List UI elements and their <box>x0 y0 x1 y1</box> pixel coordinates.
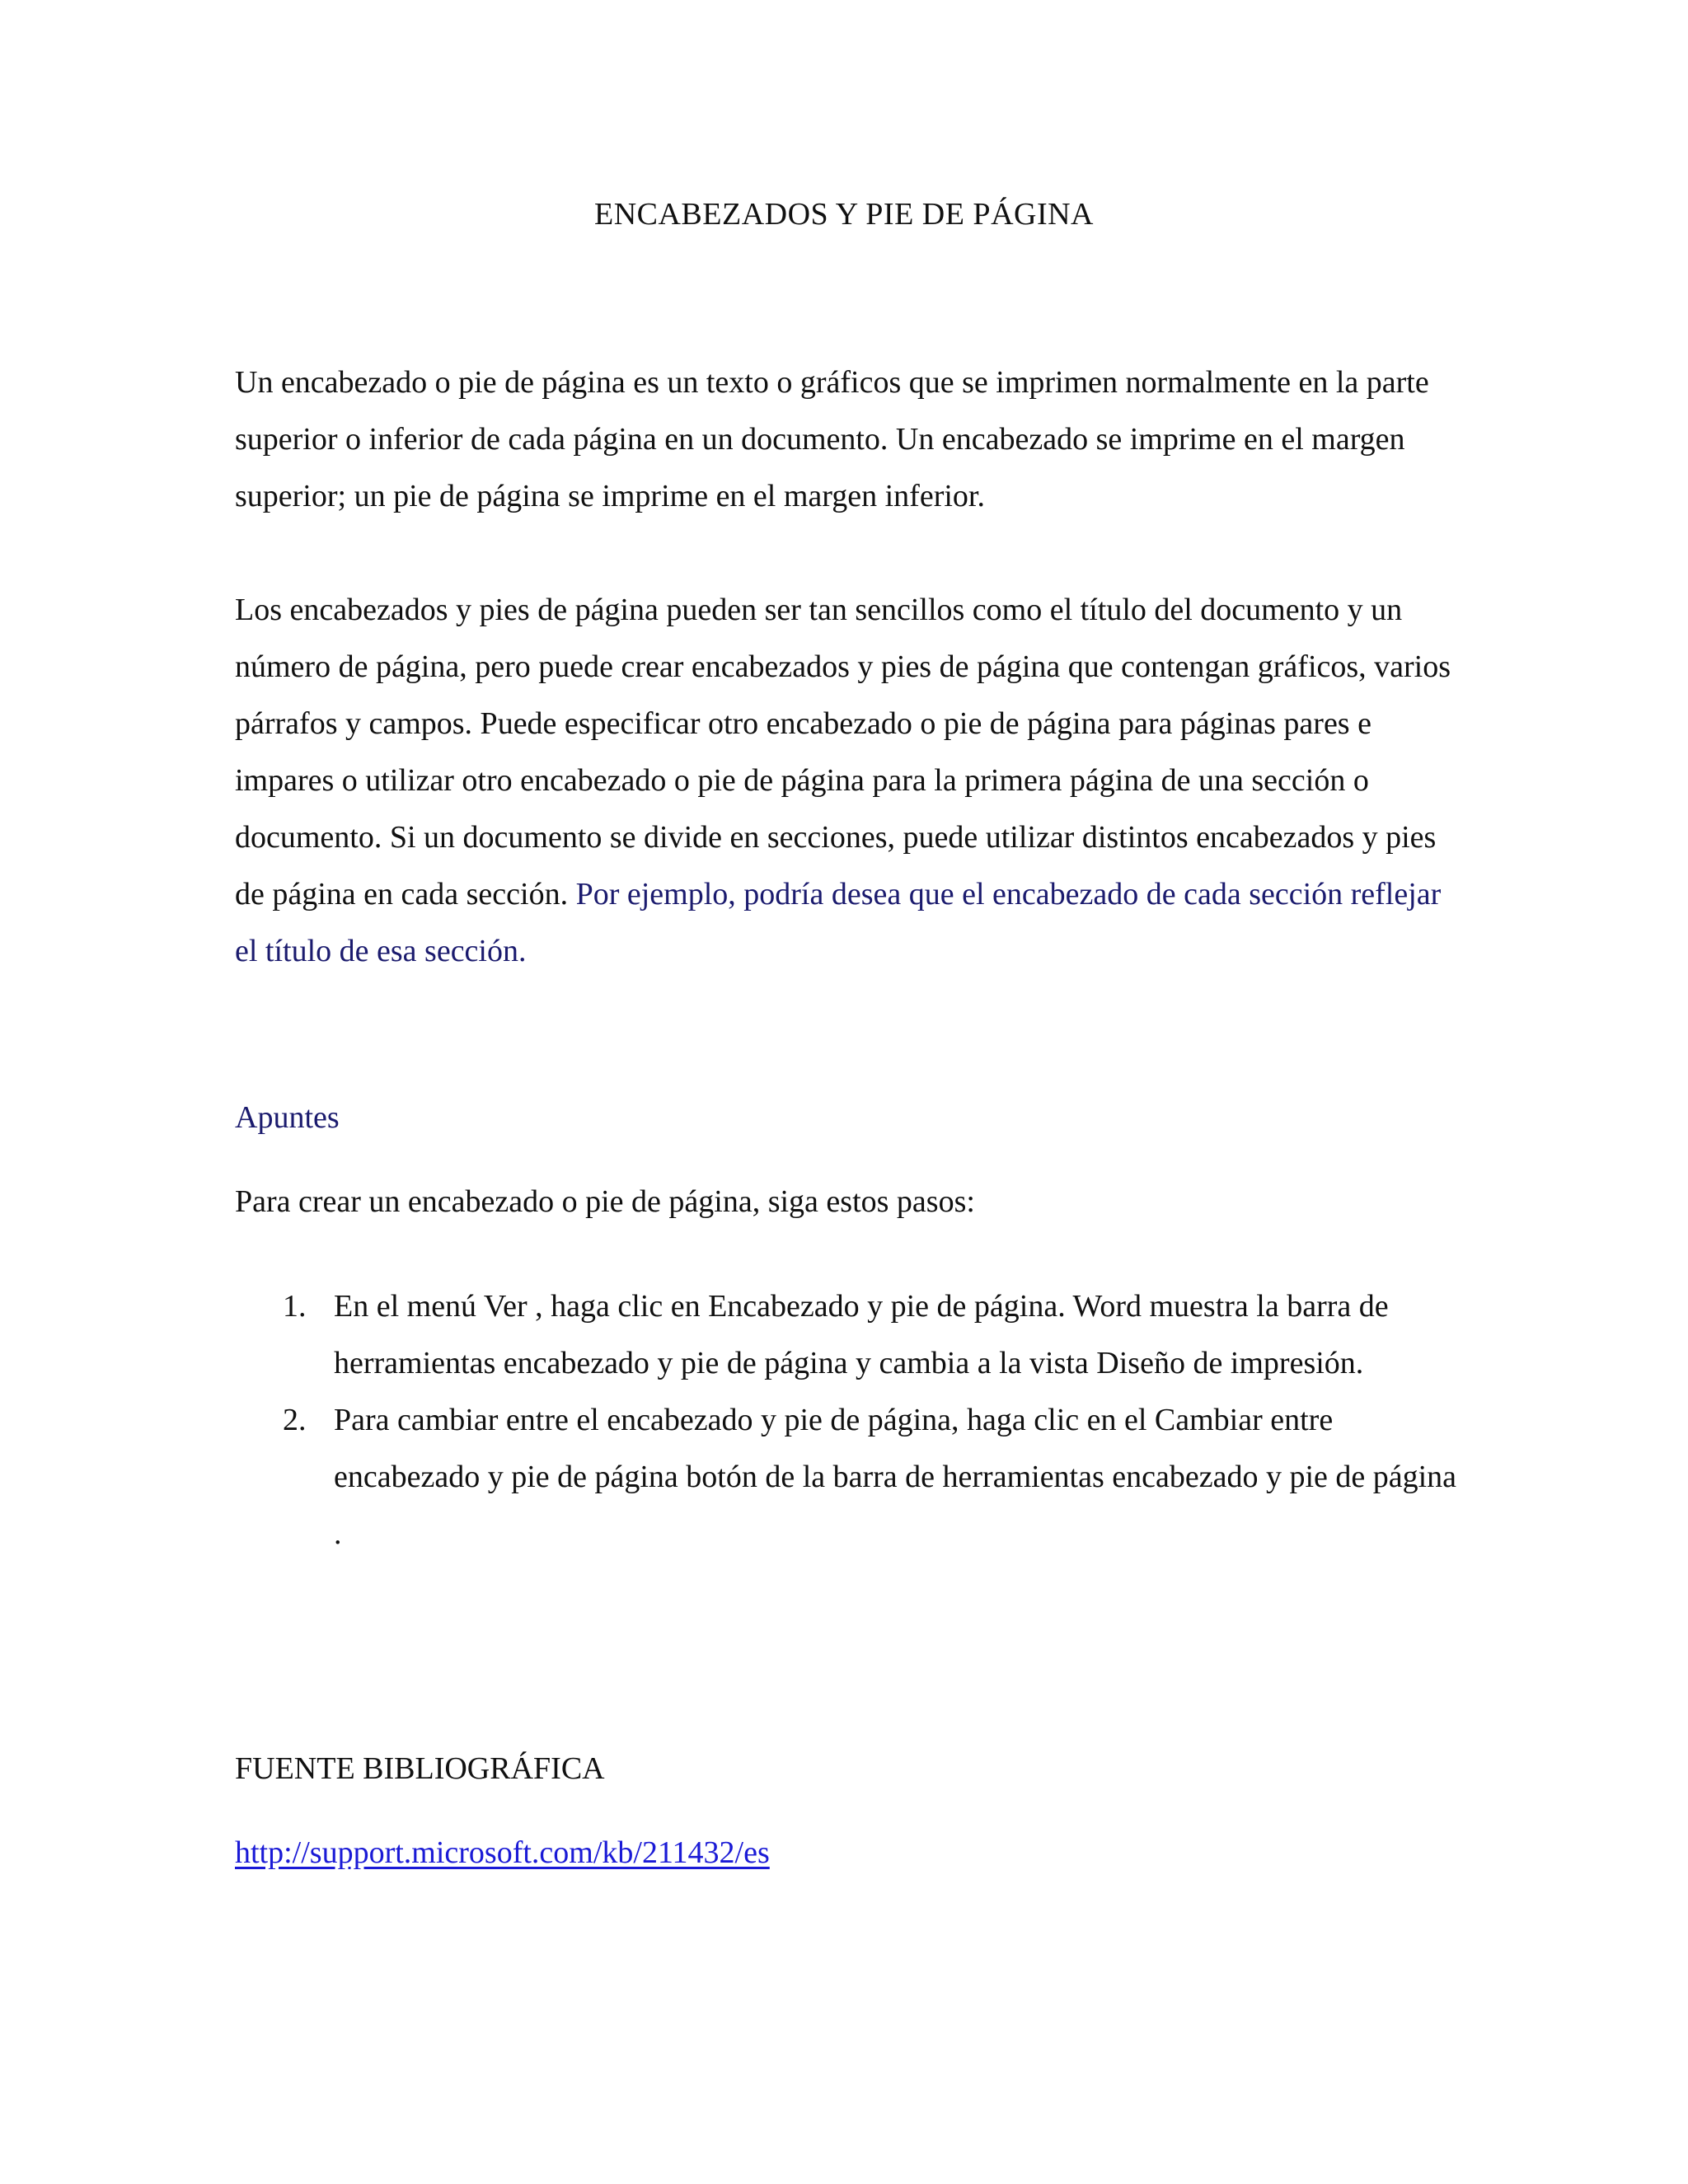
paragraph-details-highlight: Por ejemplo, podría desea que el encabezado de cada sección reflejar el título de esa sección. <box>235 877 1442 968</box>
paragraph-details <box>235 582 1463 980</box>
step-item-2 <box>235 1392 1463 1563</box>
steps-list <box>235 1278 1463 1563</box>
document-title: ENCABEZADOS Y PIE DE PÁGINA <box>593 197 1094 232</box>
step-text: En el menú Ver , haga clic en Encabezado y pie de página. Word muestra la barra de herramientas encabezado y pie de página y cambia a la vista Diseño de impresión. <box>334 1289 1389 1380</box>
paragraph-details-text: Los encabezados y pies de página pueden ser tan sencillos como el título del documento y un número de página, pero puede crear encabezados y pies de página que contengan gráficos, varios párrafos y campos. Puede especificar otro encabezado o pie de página para páginas pares e impares o utilizar otro encabezado o pie de página para la primera página de una sección o documento. Si un documento se divide en secciones, puede utilizar distintos encabezados y pies de página en cada sección. <box>235 593 1451 912</box>
step-item-1 <box>235 1278 1463 1392</box>
steps-intro: Para crear un encabezado o pie de página, siga estos pasos: <box>235 1184 975 1219</box>
step-number: 2. <box>283 1403 307 1437</box>
bibliography-heading: FUENTE BIBLIOGRÁFICA <box>235 1751 605 1786</box>
step-number: 1. <box>283 1289 307 1324</box>
step-text: Para cambiar entre el encabezado y pie de página, haga clic en el Cambiar entre encabezado y pie de página botón de la barra de herramientas encabezado y pie de página . <box>334 1403 1457 1551</box>
paragraph-definition: Un encabezado o pie de página es un texto o gráficos que se imprimen normalmente en la parte superior o inferior de cada página en un documento. Un encabezado se imprime en el margen superior; un pie de página se imprime en el margen inferior. <box>235 365 1429 513</box>
notes-heading: Apuntes <box>235 1100 340 1135</box>
bibliography-link[interactable]: http://support.microsoft.com/kb/211432/es <box>235 1835 770 1870</box>
